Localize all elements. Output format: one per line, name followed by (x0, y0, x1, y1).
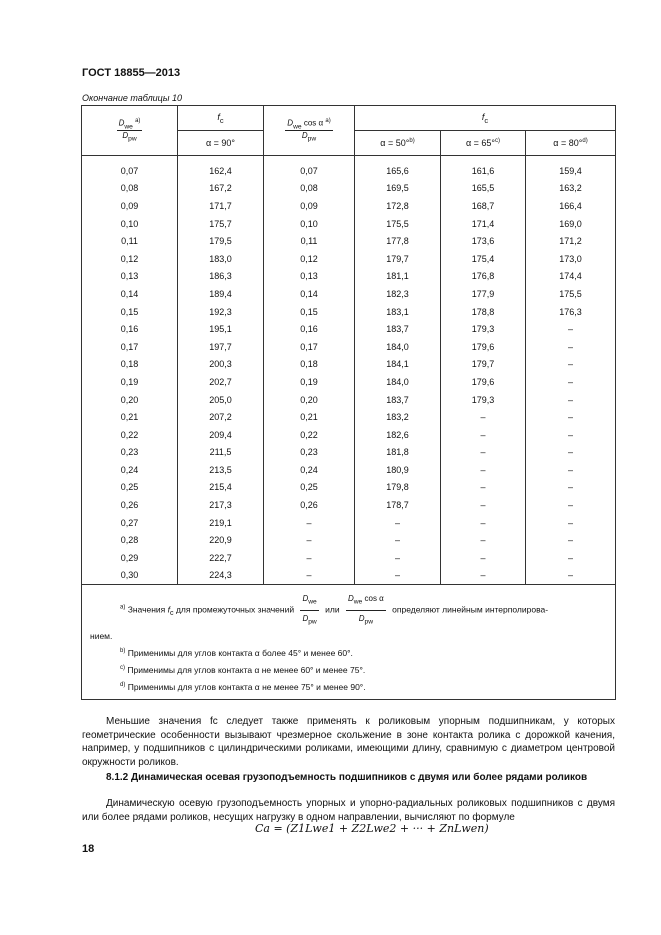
table-caption: Окончание таблицы 10 (82, 93, 182, 103)
table-row (82, 496, 616, 514)
header-dwe-cos-dpw: $\frac{D_{we} \cos \alpha ^{a)}}{D_{pw}}$ (264, 106, 355, 156)
table-row (82, 268, 616, 286)
table-cell: 219,1 (178, 514, 264, 532)
table-cell: 0,17 (82, 338, 178, 356)
table-cell: – (441, 479, 526, 497)
table-cell: – (526, 320, 616, 338)
table-cell: 168,7 (441, 197, 526, 215)
header-fc: $f_c$ (178, 106, 264, 131)
table-cell: 0,14 (264, 285, 355, 303)
table-cell: 183,0 (178, 250, 264, 268)
table-cell: 0,08 (82, 180, 178, 198)
table-cell: 0,25 (82, 479, 178, 497)
table-cell: 165,6 (355, 156, 441, 180)
table-row (82, 479, 616, 497)
header-alpha-90: α = 90° (178, 131, 264, 156)
table-cell: 179,6 (441, 373, 526, 391)
table-cell: – (526, 338, 616, 356)
table-cell: 0,22 (82, 426, 178, 444)
table-cell: 0,18 (264, 356, 355, 374)
table-row (82, 514, 616, 532)
table-cell: 0,21 (82, 408, 178, 426)
table-row (82, 285, 616, 303)
table-cell: 192,3 (178, 303, 264, 321)
note-d: $^{d)}$ Применимы для углов контакта α не менее 75° и менее 90°. (120, 681, 366, 692)
table-cell: 0,17 (264, 338, 355, 356)
table-cell: 0,24 (264, 461, 355, 479)
table-cell: 183,1 (355, 303, 441, 321)
table-cell: 167,2 (178, 180, 264, 198)
table-row (82, 303, 616, 321)
formula-ca: Ca = (Z1Lwe1 + Z2Lwe2 + ··· + ZnLwen) (255, 822, 489, 835)
table-cell: 184,1 (355, 356, 441, 374)
table-cell: 217,3 (178, 496, 264, 514)
table-cell: 224,3 (178, 567, 264, 585)
table-cell: 181,8 (355, 444, 441, 462)
table-cell: – (526, 531, 616, 549)
table-cell: 0,12 (264, 250, 355, 268)
note-b: $^{b)}$ Применимы для углов контакта α более 45° и менее 60°. (120, 648, 353, 659)
table-cell: 174,4 (526, 268, 616, 286)
table-notes (82, 585, 616, 700)
table-cell: 186,3 (178, 268, 264, 286)
table-cell: – (526, 461, 616, 479)
table-row (82, 444, 616, 462)
table-cell: 0,23 (264, 444, 355, 462)
table-cell: 0,20 (264, 391, 355, 409)
table-cell: – (264, 567, 355, 585)
table-cell: 0,08 (264, 180, 355, 198)
table-cell: 159,4 (526, 156, 616, 180)
table-cell: 176,8 (441, 268, 526, 286)
table-cell: 178,7 (355, 496, 441, 514)
table-cell: 211,5 (178, 444, 264, 462)
table-row (82, 408, 616, 426)
table-cell: – (441, 426, 526, 444)
table-cell: 183,7 (355, 320, 441, 338)
page-number: 18 (82, 843, 95, 855)
header-dwe-dpw: $\frac{D_{we} ^{a)}}{D_{pw}}$ (82, 106, 178, 156)
table-row (82, 373, 616, 391)
table-cell: 200,3 (178, 356, 264, 374)
table-row (82, 197, 616, 215)
section-heading-8-1-2: 8.1.2 Динамическая осевая грузоподъемность подшипников с двумя или более рядами роликов (106, 772, 588, 783)
table-cell: 162,4 (178, 156, 264, 180)
table-cell: 182,3 (355, 285, 441, 303)
table-cell: 184,0 (355, 373, 441, 391)
table-cell: 178,8 (441, 303, 526, 321)
table-cell: 166,4 (526, 197, 616, 215)
table-cell: 202,7 (178, 373, 264, 391)
table-cell: 0,25 (264, 479, 355, 497)
table-cell: 179,8 (355, 479, 441, 497)
table-cell: 0,19 (82, 373, 178, 391)
table-row (82, 549, 616, 567)
table-row (82, 320, 616, 338)
table-cell: 0,18 (82, 356, 178, 374)
table-row (82, 531, 616, 549)
table-cell: 0,10 (82, 215, 178, 233)
table-cell: 176,3 (526, 303, 616, 321)
table-cell: 0,21 (264, 408, 355, 426)
table-row (82, 180, 616, 198)
table-cell: 215,4 (178, 479, 264, 497)
table-row (82, 338, 616, 356)
table-cell: 0,19 (264, 373, 355, 391)
table-cell: 213,5 (178, 461, 264, 479)
table-cell: 189,4 (178, 285, 264, 303)
table-row (82, 250, 616, 268)
table-cell: 175,7 (178, 215, 264, 233)
table-cell: 0,16 (264, 320, 355, 338)
table-row (82, 156, 616, 180)
table-cell: 0,13 (264, 268, 355, 286)
table-cell: 161,6 (441, 156, 526, 180)
table-cell: – (441, 549, 526, 567)
table-cell: 0,11 (264, 232, 355, 250)
table-cell: 173,0 (526, 250, 616, 268)
table-cell: 175,5 (526, 285, 616, 303)
table-cell: 171,7 (178, 197, 264, 215)
table-cell: – (441, 514, 526, 532)
note-a-cont: нием. (90, 631, 113, 642)
table-cell: 0,12 (82, 250, 178, 268)
table-cell: – (441, 444, 526, 462)
table-cell: 0,13 (82, 268, 178, 286)
table-cell: 179,5 (178, 232, 264, 250)
table-cell: 183,7 (355, 391, 441, 409)
table-cell: – (526, 567, 616, 585)
table-cell: 222,7 (178, 549, 264, 567)
table-cell: 179,3 (441, 320, 526, 338)
table-cell: 180,9 (355, 461, 441, 479)
table-cell: 0,20 (82, 391, 178, 409)
table-cell: – (441, 408, 526, 426)
paragraph-dynamic-capacity: Динамическую осевую грузоподъемность упорных и упорно-радиальных роликовых подшипников с двумя или более рядами роликов, несущих нагрузку в одном направлении, вычисляют по формуле (82, 798, 615, 823)
table-cell: – (264, 531, 355, 549)
table-cell: 175,5 (355, 215, 441, 233)
table-cell: 0,15 (82, 303, 178, 321)
table-row (82, 461, 616, 479)
table-cell: 0,28 (82, 531, 178, 549)
table-cell: 0,24 (82, 461, 178, 479)
table-cell: 0,14 (82, 285, 178, 303)
table-cell: 0,30 (82, 567, 178, 585)
table-cell: 169,5 (355, 180, 441, 198)
table-cell: 169,0 (526, 215, 616, 233)
table-cell: 184,0 (355, 338, 441, 356)
table-cell: – (526, 479, 616, 497)
table-row (82, 567, 616, 585)
table-cell: 0,26 (264, 496, 355, 514)
table-cell: 209,4 (178, 426, 264, 444)
table-cell: 220,9 (178, 531, 264, 549)
table-cell: – (526, 356, 616, 374)
table-cell: – (526, 426, 616, 444)
table-cell: 0,07 (264, 156, 355, 180)
table-cell: 182,6 (355, 426, 441, 444)
table-cell: 0,10 (264, 215, 355, 233)
table-cell: – (526, 514, 616, 532)
table-cell: – (441, 496, 526, 514)
table-cell: – (526, 391, 616, 409)
table-cell: 0,27 (82, 514, 178, 532)
table-cell: – (441, 461, 526, 479)
table-cell: 207,2 (178, 408, 264, 426)
table-cell: 0,22 (264, 426, 355, 444)
table-cell: – (355, 531, 441, 549)
table-cell: 0,15 (264, 303, 355, 321)
table-cell: 0,07 (82, 156, 178, 180)
header-fc-group: $f_c$ (355, 106, 616, 131)
table-cell: 179,7 (355, 250, 441, 268)
table-cell: 171,2 (526, 232, 616, 250)
table-row (82, 356, 616, 374)
table-cell: 197,7 (178, 338, 264, 356)
table-cell: 175,4 (441, 250, 526, 268)
table-cell: 172,8 (355, 197, 441, 215)
table-cell: 0,29 (82, 549, 178, 567)
header-alpha-50: α = 50°$^{b)}$ (355, 131, 441, 156)
table-cell: – (441, 567, 526, 585)
table-cell: 0,23 (82, 444, 178, 462)
table-cell: 179,3 (441, 391, 526, 409)
note-c: $^{c)}$ Применимы для углов контакта α не менее 60° и менее 75°. (120, 665, 366, 676)
note-a: $^{a)}$ Значения $f_c$ для промежуточных значений $\frac{D_{we}}{D_{pw}}$ или $\frac{D_{we} \cos \alpha}{D_{pw}}$ определяют линейным интерполирова- (90, 591, 609, 629)
table-cell: 173,6 (441, 232, 526, 250)
table-cell: – (264, 514, 355, 532)
table-cell: – (264, 549, 355, 567)
table-cell: – (526, 496, 616, 514)
paragraph-smaller-values: Меньшие значения fc следует также применять к роликовым упорным подшипникам, у которых геометрические особенности вызывают чрезмерное скольжение в зоне контакта ролика с дорожкой качения, например, у подшипников с цилиндрическими роликами, имеющими длину, сравнимую с диаметром центровой окружности роликов. (82, 716, 615, 769)
table-cell: 179,7 (441, 356, 526, 374)
document-code: ГОСТ 18855—2013 (82, 67, 181, 79)
table-cell: 181,1 (355, 268, 441, 286)
table-row (82, 426, 616, 444)
table-row (82, 391, 616, 409)
table-row (82, 232, 616, 250)
table-row (82, 215, 616, 233)
table-cell: 0,09 (264, 197, 355, 215)
table-cell: – (526, 549, 616, 567)
table-cell: 0,11 (82, 232, 178, 250)
table-cell: 0,09 (82, 197, 178, 215)
header-alpha-65: α = 65°$^{c)}$ (441, 131, 526, 156)
table-cell: 179,6 (441, 338, 526, 356)
table-cell: 165,5 (441, 180, 526, 198)
table-cell: 205,0 (178, 391, 264, 409)
table-cell: 171,4 (441, 215, 526, 233)
table-cell: 177,9 (441, 285, 526, 303)
header-alpha-80: α = 80°$^{d)}$ (526, 131, 616, 156)
table-cell: – (526, 444, 616, 462)
table-cell: – (355, 567, 441, 585)
table-cell: 195,1 (178, 320, 264, 338)
table-cell: 0,16 (82, 320, 178, 338)
table-cell: 177,8 (355, 232, 441, 250)
table-cell: – (441, 531, 526, 549)
data-table (81, 105, 616, 700)
table-cell: – (355, 549, 441, 567)
table-cell: – (355, 514, 441, 532)
table-cell: 163,2 (526, 180, 616, 198)
table-cell: – (526, 408, 616, 426)
table-cell: 0,26 (82, 496, 178, 514)
table-cell: 183,2 (355, 408, 441, 426)
table-cell: – (526, 373, 616, 391)
